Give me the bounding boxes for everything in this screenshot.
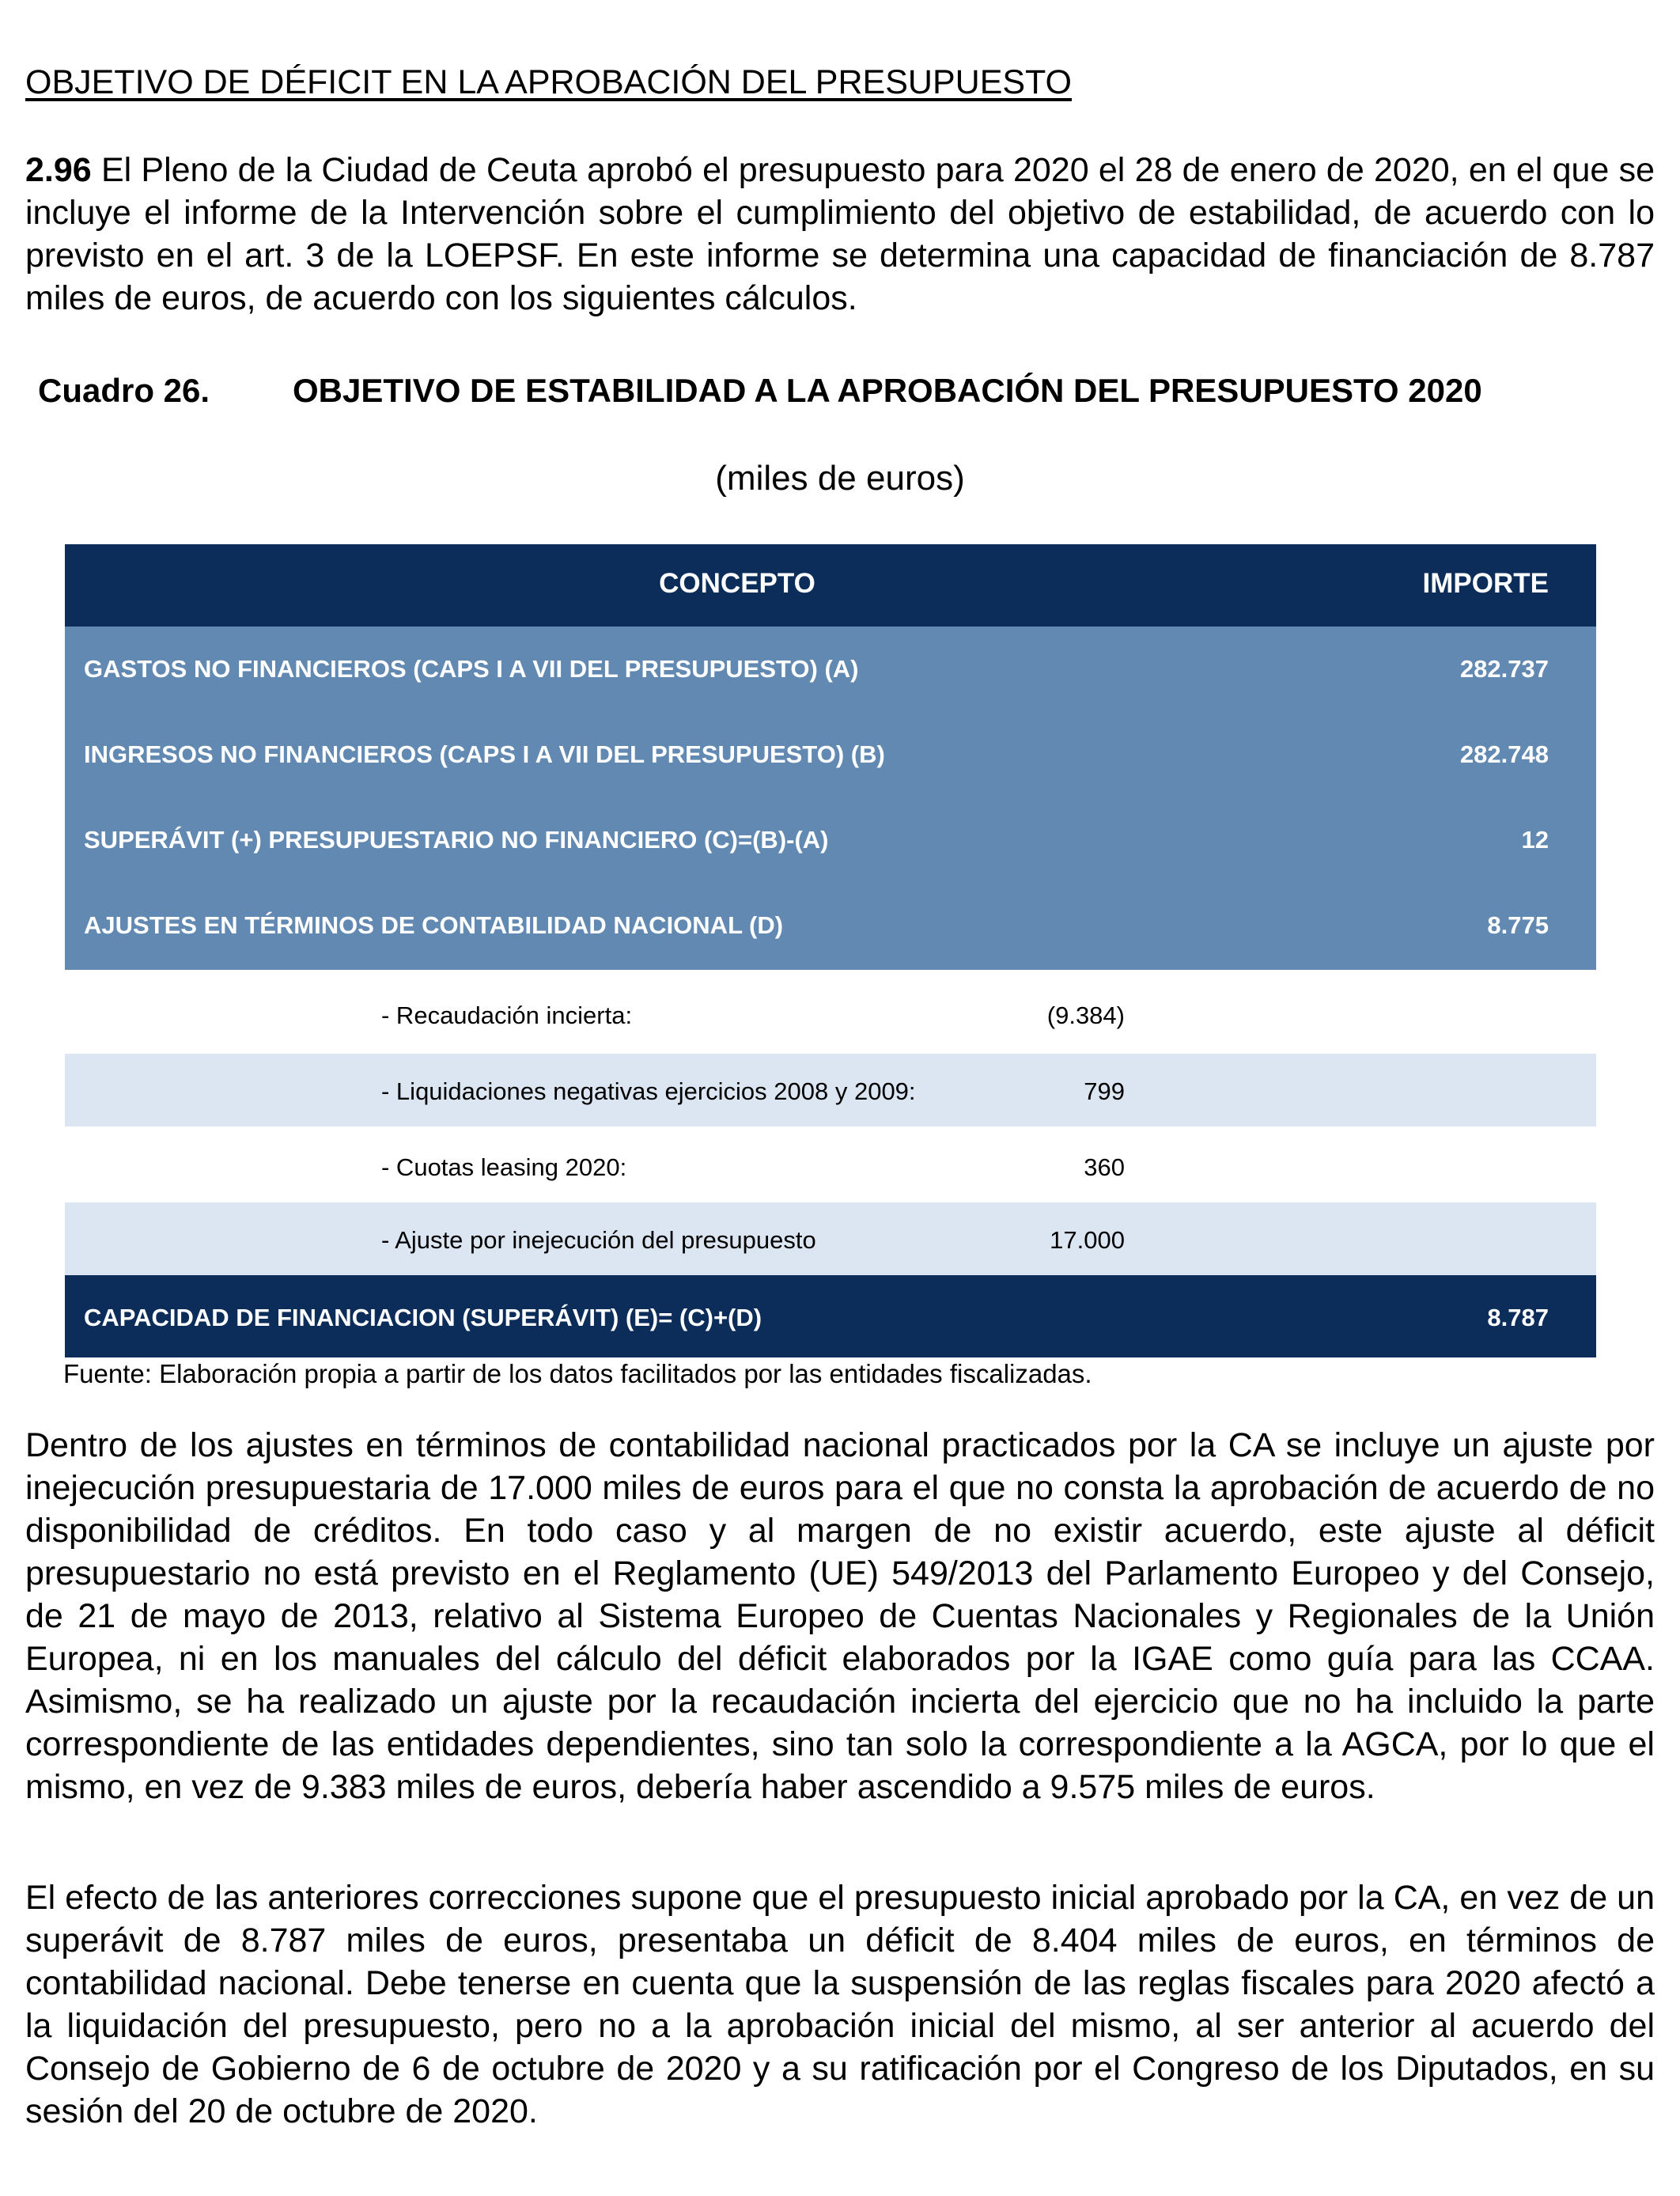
row-value: 282.737 (1459, 655, 1549, 683)
row-label: INGRESOS NO FINANCIEROS (CAPS I A VII DEL PRESUPUESTO) (B) (84, 740, 885, 768)
adjustment-value: 17.000 (1050, 1226, 1125, 1254)
row-label: GASTOS NO FINANCIEROS (CAPS I A VII DEL PRESUPUESTO) (A) (84, 655, 859, 683)
table-row (65, 797, 1596, 883)
total-label: CAPACIDAD DE FINANCIACION (SUPERÁVIT) (E)= (C)+(D) (84, 1304, 762, 1331)
row-value: 282.748 (1459, 740, 1549, 768)
table-number: Cuadro 26. (38, 372, 210, 409)
adjustment-label: - Cuotas leasing 2020: (381, 1153, 627, 1181)
row-value: 12 (1521, 826, 1549, 854)
adjustment-label: - Recaudación incierta: (381, 1001, 633, 1029)
row-label: SUPERÁVIT (+) PRESUPUESTARIO NO FINANCIERO (C)=(B)-(A) (84, 826, 829, 854)
table-row (65, 883, 1596, 968)
table-row (65, 712, 1596, 797)
row-value: 8.775 (1487, 911, 1549, 939)
table-source: Fuente: Elaboración propia a partir de los datos facilitados por las entidades fiscalizadas. (63, 1359, 1092, 1388)
table-header (65, 544, 1596, 627)
adjustment-row (65, 1054, 1596, 1126)
header-concept: CONCEPTO (659, 568, 815, 599)
paragraph-number: 2.96 (25, 151, 92, 189)
adjustment-row (65, 978, 1596, 1051)
header-amount: IMPORTE (1422, 568, 1549, 599)
table-row (65, 627, 1596, 712)
adjustment-label: - Liquidaciones negativas ejercicios 2008 y 2009: (381, 1077, 916, 1105)
paragraph-effect: El efecto de las anteriores correcciones supone que el presupuesto inicial aprobado por la CA, en vez de un superávit de 8.787 miles de euros, presentaba un déficit de 8.404 miles de euros, en términos de contabilidad nacional. Debe tenerse en cuenta que la suspensión de las reglas fiscales para 2020 afectó a la liquidación del presupuesto, pero no a la aprobación inicial del mismo, al ser anterior al acuerdo del Consejo de Gobierno de 6 de octubre de 2020 y a su ratificación por el Congreso de los Diputados, en su sesión del 20 de octubre de 2020. (25, 1879, 1655, 2130)
section-heading: OBJETIVO DE DÉFICIT EN LA APROBACIÓN DEL PRESUPUESTO (25, 63, 1072, 101)
adjustment-value: (9.384) (1046, 1001, 1125, 1029)
paragraph-adjustments: Dentro de los ajustes en términos de contabilidad nacional practicados por la CA se incluye un ajuste por inejecución presupuestaria de 17.000 miles de euros para el que no consta la aprobación de acuerdo de no disponibilidad de créditos. En todo caso y al margen de no existir acuerdo, este ajuste al déficit presupuestario no está previsto en el Reglamento (UE) 549/2013 del Parlamento Europeo y del Consejo, de 21 de mayo de 2013, relativo al Sistema Europeo de Cuentas Nacionales y Regionales de la Unión Europea, ni en los manuales del cálculo del déficit elaborados por la IGAE como guía para las CCAA. Asimismo, se ha realizado un ajuste por la recaudación incierta del ejercicio que no ha incluido la parte correspondiente de las entidades dependientes, sino tan solo la correspondiente a la AGCA, por lo que el mismo, en vez de 9.383 miles de euros, debería haber ascendido a 9.575 miles de euros. (25, 1426, 1655, 1806)
adjustment-row (65, 1202, 1596, 1275)
adjustment-label: - Ajuste por inejecución del presupuesto (381, 1226, 816, 1254)
total-row (65, 1275, 1596, 1357)
adjustment-value: 360 (1084, 1153, 1125, 1181)
adjustment-value: 799 (1084, 1077, 1125, 1105)
table-units: (miles de euros) (715, 459, 965, 498)
row-label: AJUSTES EN TÉRMINOS DE CONTABILIDAD NACIONAL (D) (84, 911, 784, 939)
paragraph-text: El Pleno de la Ciudad de Ceuta aprobó el presupuesto para 2020 el 28 de enero de 2020, en el que se incluye el informe de la Intervención sobre el cumplimiento del objetivo de estabilidad, de acuerdo con lo previsto en el art. 3 de la LOEPSF. En este informe se determina una capacidad de financiación de 8.787 miles de euros, de acuerdo con los siguientes cálculos. (25, 151, 1655, 317)
adjustment-row (65, 1130, 1596, 1202)
table-caption: OBJETIVO DE ESTABILIDAD A LA APROBACIÓN DEL PRESUPUESTO 2020 (293, 372, 1482, 409)
total-value: 8.787 (1487, 1304, 1549, 1331)
paragraph-2-96 (25, 149, 1655, 320)
